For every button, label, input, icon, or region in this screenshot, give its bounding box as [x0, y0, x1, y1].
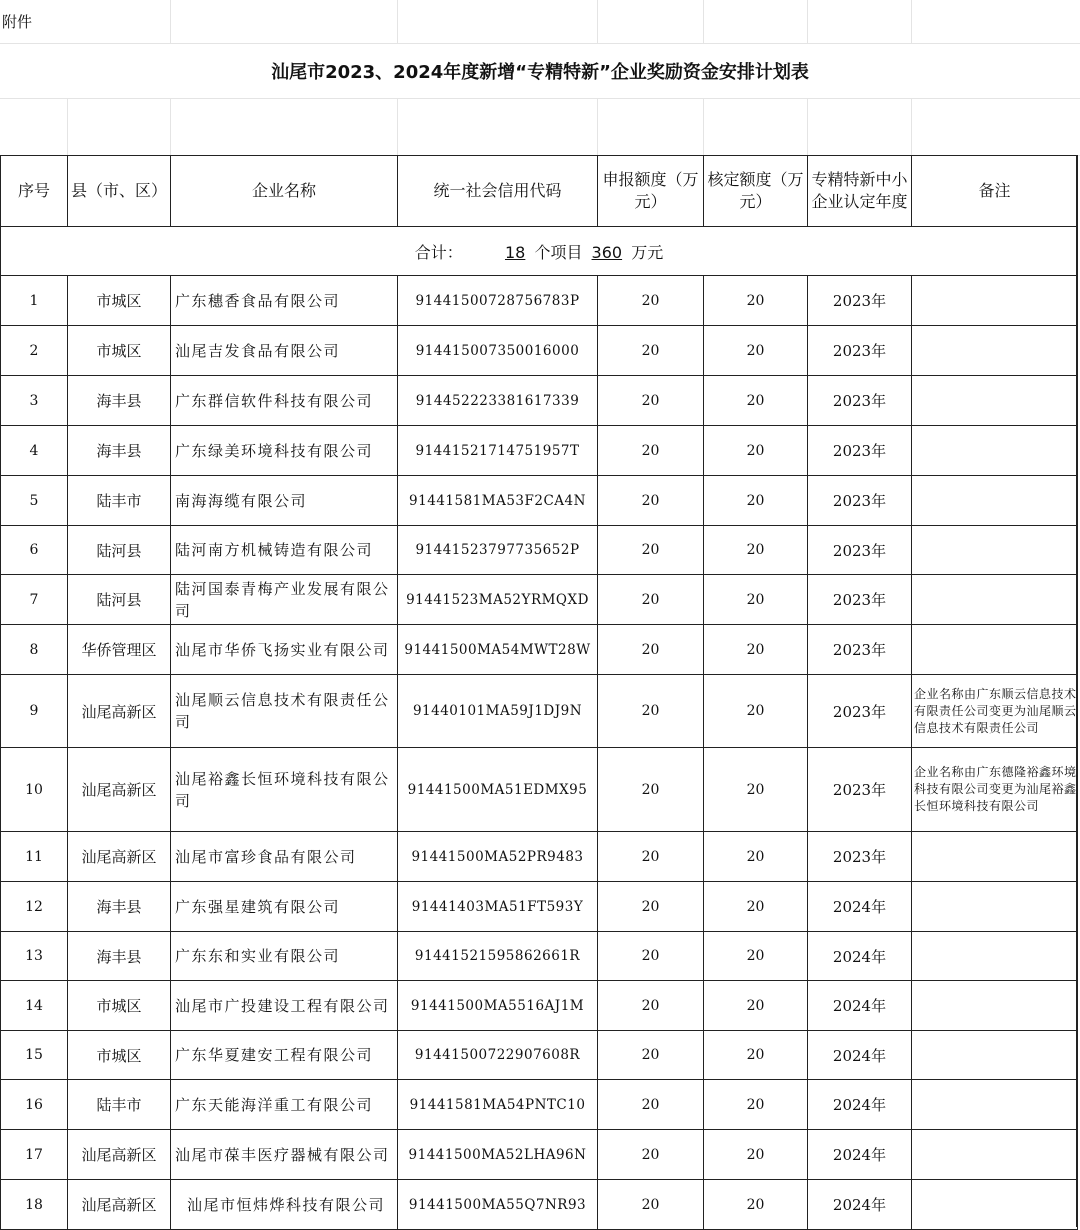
row-credit-code: 91441521595862661R — [398, 932, 598, 981]
table-row — [1, 675, 1078, 748]
table-row — [1, 1180, 1078, 1230]
row-county: 汕尾高新区 — [68, 832, 171, 882]
row-declared-amount: 20 — [598, 675, 704, 748]
row-approved-amount: 20 — [704, 276, 808, 326]
table-row — [1, 575, 1078, 625]
row-declared-amount: 20 — [598, 376, 704, 426]
row-approved-amount: 20 — [704, 575, 808, 625]
row-approved-amount: 20 — [704, 748, 808, 832]
row-company-name: 广东绿美环境科技有限公司 — [171, 426, 398, 476]
row-certified-year: 2023年 — [808, 326, 912, 376]
row-credit-code: 91441500MA54MWT28W — [398, 625, 598, 675]
row-remark — [912, 376, 1078, 426]
table-row — [1, 326, 1078, 376]
row-approved-amount: 20 — [704, 625, 808, 675]
row-remark: 企业名称由广东顺云信息技术有限责任公司变更为汕尾顺云信息技术有限责任公司 — [912, 675, 1078, 748]
row-index: 14 — [1, 981, 68, 1031]
row-credit-code: 91441500MA51EDMX95 — [398, 748, 598, 832]
table-body — [1, 276, 1078, 1230]
row-remark — [912, 1130, 1078, 1180]
row-declared-amount: 20 — [598, 1180, 704, 1230]
row-certified-year: 2024年 — [808, 1080, 912, 1130]
row-remark — [912, 625, 1078, 675]
row-certified-year: 2023年 — [808, 526, 912, 575]
row-declared-amount: 20 — [598, 526, 704, 575]
row-declared-amount: 20 — [598, 625, 704, 675]
row-credit-code: 91441521714751957T — [398, 426, 598, 476]
table-header-row — [1, 156, 1078, 227]
table-right-border — [1076, 155, 1077, 1227]
row-remark — [912, 326, 1078, 376]
row-remark — [912, 832, 1078, 882]
table-row — [1, 376, 1078, 426]
row-index: 1 — [1, 276, 68, 326]
summary-projects-label: 个项目 — [534, 242, 583, 262]
funding-plan-table — [0, 155, 1078, 1230]
table-row — [1, 526, 1078, 575]
header-county: 县（市、区） — [68, 156, 171, 227]
row-remark — [912, 276, 1078, 326]
row-county: 海丰县 — [68, 376, 171, 426]
row-declared-amount: 20 — [598, 276, 704, 326]
row-credit-code: 91441581MA53F2CA4N — [398, 476, 598, 526]
table-row — [1, 476, 1078, 526]
row-certified-year: 2024年 — [808, 1180, 912, 1230]
header-remark: 备注 — [912, 156, 1078, 227]
table-row — [1, 932, 1078, 981]
header-year: 专精特新中小企业认定年度 — [808, 156, 912, 227]
row-index: 11 — [1, 832, 68, 882]
row-company-name: 广东东和实业有限公司 — [171, 932, 398, 981]
row-company-name: 汕尾市葆丰医疗器械有限公司 — [171, 1130, 398, 1180]
row-company-name: 汕尾市广投建设工程有限公司 — [171, 981, 398, 1031]
row-credit-code: 914415007350016000 — [398, 326, 598, 376]
row-company-name: 汕尾市恒炜烨科技有限公司 — [171, 1180, 398, 1230]
row-approved-amount: 20 — [704, 426, 808, 476]
row-index: 5 — [1, 476, 68, 526]
row-approved-amount: 20 — [704, 326, 808, 376]
row-declared-amount: 20 — [598, 426, 704, 476]
row-declared-amount: 20 — [598, 1130, 704, 1180]
row-county: 市城区 — [68, 276, 171, 326]
row-credit-code: 91441581MA54PNTC10 — [398, 1080, 598, 1130]
header-credit-code: 统一社会信用代码 — [398, 156, 598, 227]
row-credit-code: 91441500MA5516AJ1M — [398, 981, 598, 1031]
row-certified-year: 2023年 — [808, 625, 912, 675]
row-credit-code: 91440101MA59J1DJ9N — [398, 675, 598, 748]
row-company-name: 汕尾市富珍食品有限公司 — [171, 832, 398, 882]
row-credit-code: 91441523MA52YRMQXD — [398, 575, 598, 625]
row-index: 6 — [1, 526, 68, 575]
row-county: 市城区 — [68, 1031, 171, 1080]
row-credit-code: 914452223381617339 — [398, 376, 598, 426]
row-declared-amount: 20 — [598, 1080, 704, 1130]
row-approved-amount: 20 — [704, 376, 808, 426]
row-index: 2 — [1, 326, 68, 376]
row-index: 16 — [1, 1080, 68, 1130]
summary-prefix: 合计： — [414, 242, 463, 262]
row-county: 华侨管理区 — [68, 625, 171, 675]
row-remark — [912, 932, 1078, 981]
row-remark — [912, 1031, 1078, 1080]
row-county: 市城区 — [68, 326, 171, 376]
row-approved-amount: 20 — [704, 1180, 808, 1230]
row-declared-amount: 20 — [598, 575, 704, 625]
row-company-name: 广东穗香食品有限公司 — [171, 276, 398, 326]
row-declared-amount: 20 — [598, 932, 704, 981]
row-approved-amount: 20 — [704, 1130, 808, 1180]
row-remark — [912, 526, 1078, 575]
row-company-name: 广东天能海洋重工有限公司 — [171, 1080, 398, 1130]
row-index: 4 — [1, 426, 68, 476]
row-declared-amount: 20 — [598, 832, 704, 882]
table-row — [1, 1031, 1078, 1080]
row-index: 8 — [1, 625, 68, 675]
row-approved-amount: 20 — [704, 675, 808, 748]
row-certified-year: 2023年 — [808, 276, 912, 326]
row-county: 汕尾高新区 — [68, 1180, 171, 1230]
attachment-label: 附件 — [0, 0, 170, 43]
row-credit-code: 91441500MA52PR9483 — [398, 832, 598, 882]
row-county: 市城区 — [68, 981, 171, 1031]
row-approved-amount: 20 — [704, 832, 808, 882]
row-declared-amount: 20 — [598, 981, 704, 1031]
row-index: 17 — [1, 1130, 68, 1180]
row-approved-amount: 20 — [704, 882, 808, 932]
table-row — [1, 748, 1078, 832]
summary-amount: 360 — [591, 242, 623, 262]
row-index: 15 — [1, 1031, 68, 1080]
row-company-name: 广东群信软件科技有限公司 — [171, 376, 398, 426]
row-index: 10 — [1, 748, 68, 832]
row-company-name: 汕尾顺云信息技术有限责任公司 — [171, 675, 398, 748]
row-county: 海丰县 — [68, 426, 171, 476]
row-index: 7 — [1, 575, 68, 625]
row-county: 汕尾高新区 — [68, 1130, 171, 1180]
row-index: 9 — [1, 675, 68, 748]
row-remark — [912, 426, 1078, 476]
row-certified-year: 2024年 — [808, 882, 912, 932]
row-index: 13 — [1, 932, 68, 981]
row-certified-year: 2023年 — [808, 832, 912, 882]
row-company-name: 汕尾裕鑫长恒环境科技有限公司 — [171, 748, 398, 832]
row-index: 12 — [1, 882, 68, 932]
row-declared-amount: 20 — [598, 1031, 704, 1080]
summary-row — [1, 227, 1078, 276]
row-declared-amount: 20 — [598, 326, 704, 376]
row-certified-year: 2023年 — [808, 675, 912, 748]
row-remark — [912, 882, 1078, 932]
header-declared: 申报额度（万元） — [598, 156, 704, 227]
row-remark — [912, 981, 1078, 1031]
row-declared-amount: 20 — [598, 748, 704, 832]
row-credit-code: 91441500MA52LHA96N — [398, 1130, 598, 1180]
row-county: 陆河县 — [68, 526, 171, 575]
table-row — [1, 1130, 1078, 1180]
row-index: 3 — [1, 376, 68, 426]
row-certified-year: 2023年 — [808, 748, 912, 832]
row-company-name: 广东华夏建安工程有限公司 — [171, 1031, 398, 1080]
row-county: 汕尾高新区 — [68, 675, 171, 748]
row-remark — [912, 476, 1078, 526]
row-county: 陆河县 — [68, 575, 171, 625]
page-title: 汕尾市2023、2024年度新增“专精特新”企业奖励资金安排计划表 — [0, 43, 1080, 98]
row-certified-year: 2024年 — [808, 1130, 912, 1180]
row-company-name: 汕尾吉发食品有限公司 — [171, 326, 398, 376]
row-certified-year: 2023年 — [808, 376, 912, 426]
row-approved-amount: 20 — [704, 1031, 808, 1080]
row-credit-code: 91441500728756783P — [398, 276, 598, 326]
table-row — [1, 981, 1078, 1031]
row-credit-code: 91441500722907608R — [398, 1031, 598, 1080]
row-index: 18 — [1, 1180, 68, 1230]
header-index: 序号 — [1, 156, 68, 227]
row-certified-year: 2023年 — [808, 476, 912, 526]
row-remark — [912, 575, 1078, 625]
row-county: 海丰县 — [68, 932, 171, 981]
row-declared-amount: 20 — [598, 476, 704, 526]
row-county: 陆丰市 — [68, 1080, 171, 1130]
row-remark: 企业名称由广东德隆裕鑫环境科技有限公司变更为汕尾裕鑫长恒环境科技有限公司 — [912, 748, 1078, 832]
summary-unit: 万元 — [631, 242, 664, 262]
table-row — [1, 426, 1078, 476]
row-credit-code: 91441403MA51FT593Y — [398, 882, 598, 932]
row-approved-amount: 20 — [704, 1080, 808, 1130]
row-remark — [912, 1180, 1078, 1230]
row-credit-code: 91441523797735652P — [398, 526, 598, 575]
row-county: 汕尾高新区 — [68, 748, 171, 832]
row-county: 陆丰市 — [68, 476, 171, 526]
table-row — [1, 832, 1078, 882]
row-certified-year: 2023年 — [808, 575, 912, 625]
row-approved-amount: 20 — [704, 981, 808, 1031]
row-approved-amount: 20 — [704, 932, 808, 981]
row-certified-year: 2024年 — [808, 932, 912, 981]
row-approved-amount: 20 — [704, 526, 808, 575]
header-approved: 核定额度（万元） — [704, 156, 808, 227]
row-certified-year: 2024年 — [808, 1031, 912, 1080]
sheet-top-area — [0, 0, 1080, 156]
row-company-name: 陆河国泰青梅产业发展有限公司 — [171, 575, 398, 625]
row-company-name: 陆河南方机械铸造有限公司 — [171, 526, 398, 575]
row-approved-amount: 20 — [704, 476, 808, 526]
table-row — [1, 882, 1078, 932]
header-company: 企业名称 — [171, 156, 398, 227]
row-certified-year: 2024年 — [808, 981, 912, 1031]
row-credit-code: 91441500MA55Q7NR93 — [398, 1180, 598, 1230]
summary-cell — [1, 227, 1078, 276]
table-row — [1, 1080, 1078, 1130]
row-company-name: 广东强星建筑有限公司 — [171, 882, 398, 932]
table-row — [1, 276, 1078, 326]
row-county: 海丰县 — [68, 882, 171, 932]
row-certified-year: 2023年 — [808, 426, 912, 476]
row-remark — [912, 1080, 1078, 1130]
row-company-name: 汕尾市华侨飞扬实业有限公司 — [171, 625, 398, 675]
row-company-name: 南海海缆有限公司 — [171, 476, 398, 526]
table-row — [1, 625, 1078, 675]
row-declared-amount: 20 — [598, 882, 704, 932]
summary-count: 18 — [504, 242, 526, 262]
